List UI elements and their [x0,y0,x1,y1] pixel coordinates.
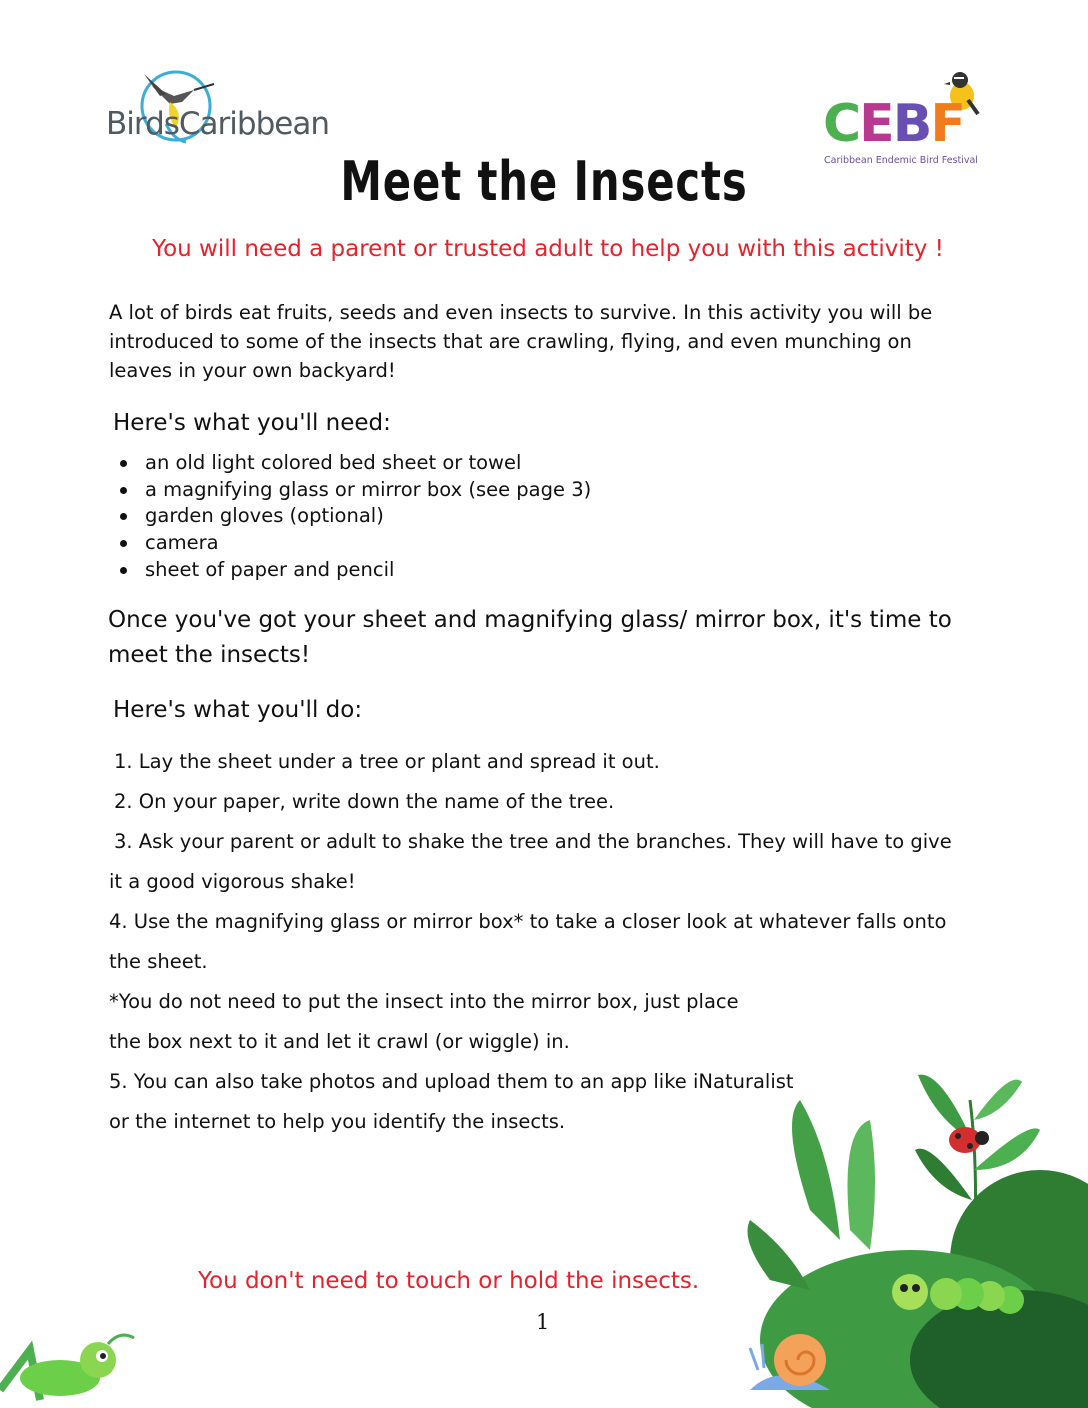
need-list [116,450,591,583]
cebf-letter-c: C [823,94,860,154]
step-line: the box next to it and let it crawl (or wiggle) in. [109,1030,570,1053]
page-number: 1 [536,1310,550,1334]
grasshopper-icon [0,1330,140,1408]
cebf-letter-b: B [892,94,931,154]
birds-caribbean-wordmark: BirdsCaribbean [106,106,329,142]
garden-illustration [740,1060,1088,1408]
birds-caribbean-logo [104,66,329,150]
cebf-letter-f: F [930,94,964,154]
step-line: 5. You can also take photos and upload them to an app like iNaturalist [109,1070,794,1093]
cebf-tagline: Caribbean Endemic Bird Festival [824,155,978,166]
cebf-letter-e: E [859,94,893,154]
step-line: 1. Lay the sheet under a tree or plant and spread it out. [114,750,660,773]
page-title: Meet the Insects [340,150,748,213]
footer-note: You don't need to touch or hold the insects. [198,1268,700,1294]
list-item: garden gloves (optional) [116,503,591,530]
step-line: the sheet. [109,950,208,973]
cebf-letters [823,94,964,154]
step-line: *You do not need to put the insect into the mirror box, just place [109,990,739,1013]
ladybug-icon [949,1127,989,1153]
step-line: 3. Ask your parent or adult to shake the tree and the branches. They will have to give [114,830,952,853]
once-paragraph: Once you've got your sheet and magnifying glass/ mirror box, it's time to meet the insects! [108,607,952,668]
list-item: sheet of paper and pencil [116,557,591,584]
list-item: an old light colored bed sheet or towel [116,450,591,477]
need-heading: Here's what you'll need: [113,410,391,436]
step-line: 2. On your paper, write down the name of the tree. [114,790,615,813]
intro-paragraph: A lot of birds eat fruits, seeds and even insects to survive. In this activity you will be introduced to some of the insects that are crawling, flying, and even munching on leaves in your own backyard! [109,301,933,382]
step-line: or the internet to help you identify the insects. [109,1110,566,1133]
do-heading: Here's what you'll do: [113,697,363,723]
list-item: camera [116,530,591,557]
adult-notice: You will need a parent or trusted adult to help you with this activity ! [152,236,944,262]
step-line: it a good vigorous shake! [109,870,356,893]
step-line: 4. Use the magnifying glass or mirror box* to take a closer look at whatever falls onto [109,910,947,933]
list-item: a magnifying glass or mirror box (see page 3) [116,477,591,504]
